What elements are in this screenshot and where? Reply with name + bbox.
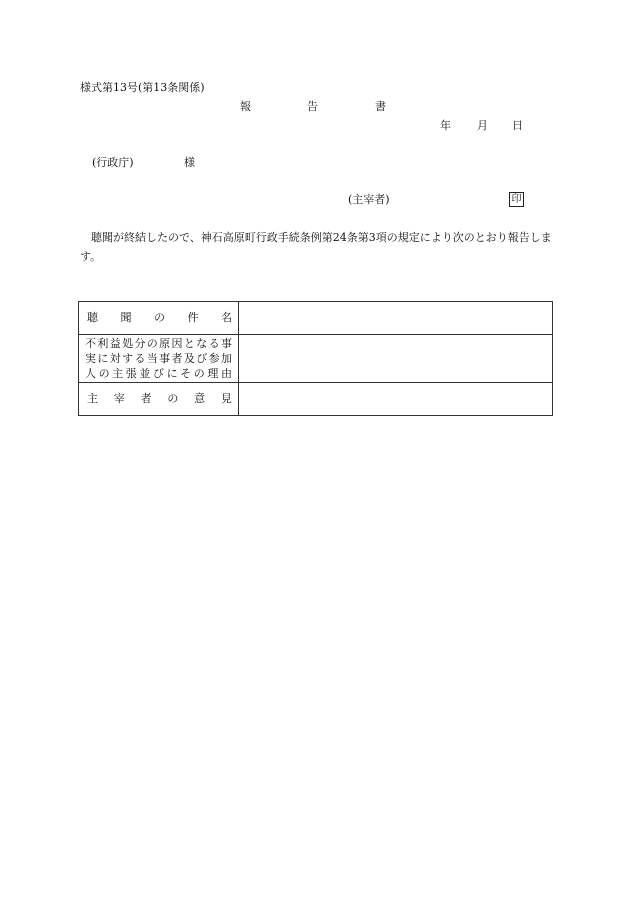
seal-mark: 印 [509, 192, 524, 207]
label-char: 加 [220, 352, 232, 365]
label-cell [79, 302, 239, 335]
label-char: そ [180, 367, 192, 380]
date-year-label: 年 [440, 119, 451, 132]
table-row-claims [79, 335, 553, 383]
label-char: 見 [220, 392, 232, 405]
claims-label-line [85, 351, 232, 366]
addressee-label: (行政庁) [92, 156, 134, 169]
label-char: に [166, 367, 178, 380]
hearing-subject-label [79, 311, 238, 325]
label-char: な [196, 337, 208, 350]
label-char: 並 [139, 367, 151, 380]
label-char: 事 [159, 352, 171, 365]
label-char: 実 [85, 352, 96, 365]
title-char: 告 [307, 100, 318, 113]
claims-label-line [85, 336, 232, 351]
title-char: 書 [375, 100, 386, 113]
claims-label [79, 335, 238, 382]
table-row-hearing-subject [79, 302, 553, 335]
label-char: 原 [159, 337, 171, 350]
label-char: 及 [183, 352, 195, 365]
label-char: 事 [220, 337, 232, 350]
label-char: の [193, 367, 205, 380]
label-char: 由 [220, 367, 232, 380]
table-row-presider-opinion [79, 383, 553, 416]
date-line [440, 119, 530, 133]
label-cell [79, 383, 239, 416]
label-char: 因 [171, 337, 183, 350]
label-cell [79, 335, 239, 383]
label-char: る [208, 337, 220, 350]
honorific: 様 [184, 156, 195, 169]
label-char: 益 [109, 337, 121, 350]
label-char: 不 [85, 337, 96, 350]
body-paragraph: 聴聞が終結したので、神石高原町行政手続条例第24条第3項の規定により次のとおり報告します。 [80, 231, 552, 263]
label-char: 宰 [113, 392, 125, 405]
label-char: す [122, 352, 134, 365]
date-month-label: 月 [477, 119, 488, 132]
title-char: 報 [240, 100, 251, 113]
document-title [240, 100, 400, 114]
label-char: に [97, 352, 109, 365]
label-char: の [167, 392, 179, 405]
label-char: 当 [146, 352, 158, 365]
claims-value[interactable] [238, 335, 552, 383]
label-char: び [196, 352, 208, 365]
label-char: の [98, 367, 110, 380]
label-char: の [153, 311, 165, 324]
label-char: 主 [112, 367, 124, 380]
date-day-label: 日 [512, 119, 523, 132]
label-char: 者 [140, 392, 152, 405]
label-char: び [152, 367, 164, 380]
label-char: 意 [194, 392, 206, 405]
label-char: 名 [220, 311, 232, 324]
label-char: 聞 [120, 311, 132, 324]
label-char: 分 [134, 337, 146, 350]
label-char: 対 [109, 352, 121, 365]
label-char: 件 [187, 311, 199, 324]
presider-label: (主宰者) [348, 193, 390, 206]
hearing-subject-value[interactable] [238, 302, 552, 335]
label-char: 利 [97, 337, 109, 350]
label-char: 聴 [87, 311, 98, 324]
label-char: 参 [208, 352, 220, 365]
presider-opinion-label [79, 392, 238, 406]
label-char: 理 [207, 367, 219, 380]
label-char: と [183, 337, 195, 350]
label-char: の [146, 337, 158, 350]
label-char: る [134, 352, 146, 365]
report-table [78, 301, 553, 416]
form-number: 様式第13号(第13条関係) [80, 81, 205, 94]
label-char: 者 [171, 352, 183, 365]
label-char: 人 [85, 367, 96, 380]
presider-opinion-value[interactable] [238, 383, 552, 416]
label-char: 主 [87, 392, 98, 405]
label-char: 張 [125, 367, 137, 380]
label-char: 処 [122, 337, 134, 350]
claims-label-line [85, 366, 232, 381]
